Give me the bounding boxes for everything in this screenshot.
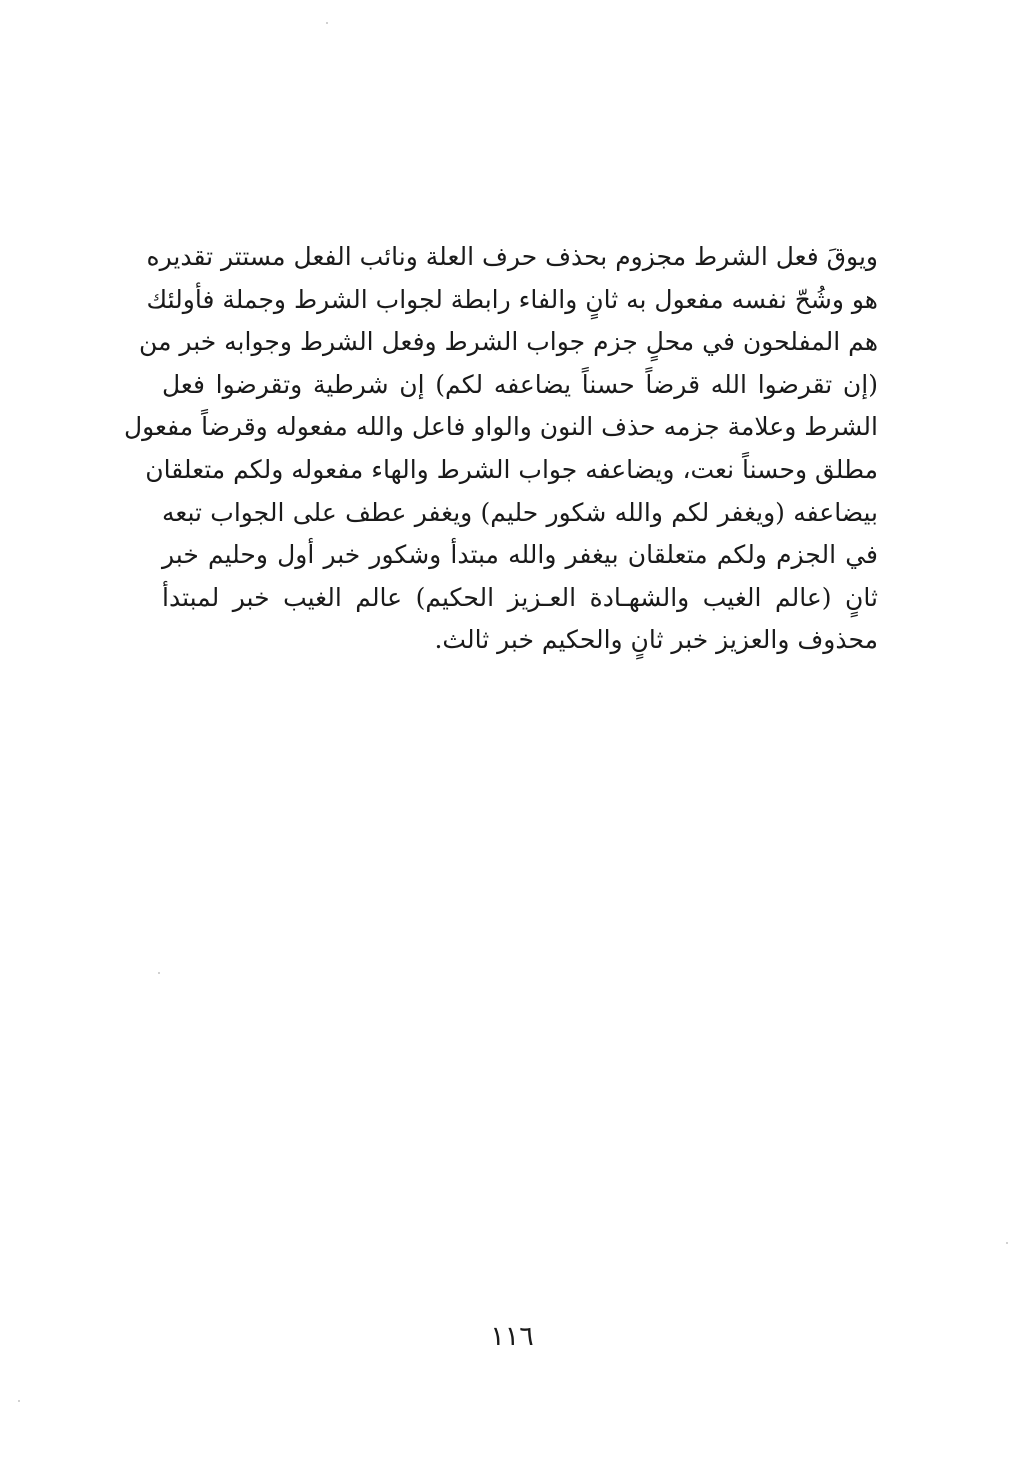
scan-speck xyxy=(158,972,160,974)
text-line: ويوقَ فعل الشرط مجزوم بحذف حرف العلة ونائب الفعل مستتر تقديره xyxy=(146,242,878,271)
page-number: ١١٦ xyxy=(490,1321,534,1352)
text-line: هم المفلحون في محلٍ جزم جواب الشرط وفعل الشرط وجوابه خبر من xyxy=(139,327,878,357)
text-line: هو وشُحّ نفسه مفعول به ثانٍ والفاء رابطة لجواب الشرط وجملة فأولئك xyxy=(146,284,878,314)
text-line: مطلق وحسناً نعت، ويضاعفه جواب الشرط والهاء مفعوله ولكم متعلقان xyxy=(145,454,878,484)
text-line: في الجزم ولكم متعلقان بيغفر والله مبتدأ وشكور خبر أول وحليم خبر xyxy=(162,540,878,570)
text-line: (إن تقرضوا الله قرضاً حسناً يضاعفه لكم) إن شرطية وتقرضوا فعل xyxy=(162,369,878,399)
text-line: بيضاعفه (ويغفر لكم والله شكور حليم) ويغفر عطف على الجواب تبعه xyxy=(162,497,878,527)
text-line: الشرط وعلامة جزمه حذف النون والواو فاعل والله مفعوله وقرضاً مفعول xyxy=(123,412,878,442)
text-line: محذوف والعزيز خبر ثانٍ والحكيم خبر ثالث. xyxy=(434,625,878,655)
text-line: ثانٍ (عالم الغيب والشهـادة العـزيز الحكيم) عالم الغيب خبر لمبتدأ xyxy=(162,582,878,612)
scan-speck xyxy=(18,1400,20,1402)
scan-speck xyxy=(1006,1242,1008,1244)
body-text xyxy=(123,236,878,662)
scan-speck xyxy=(326,22,328,24)
